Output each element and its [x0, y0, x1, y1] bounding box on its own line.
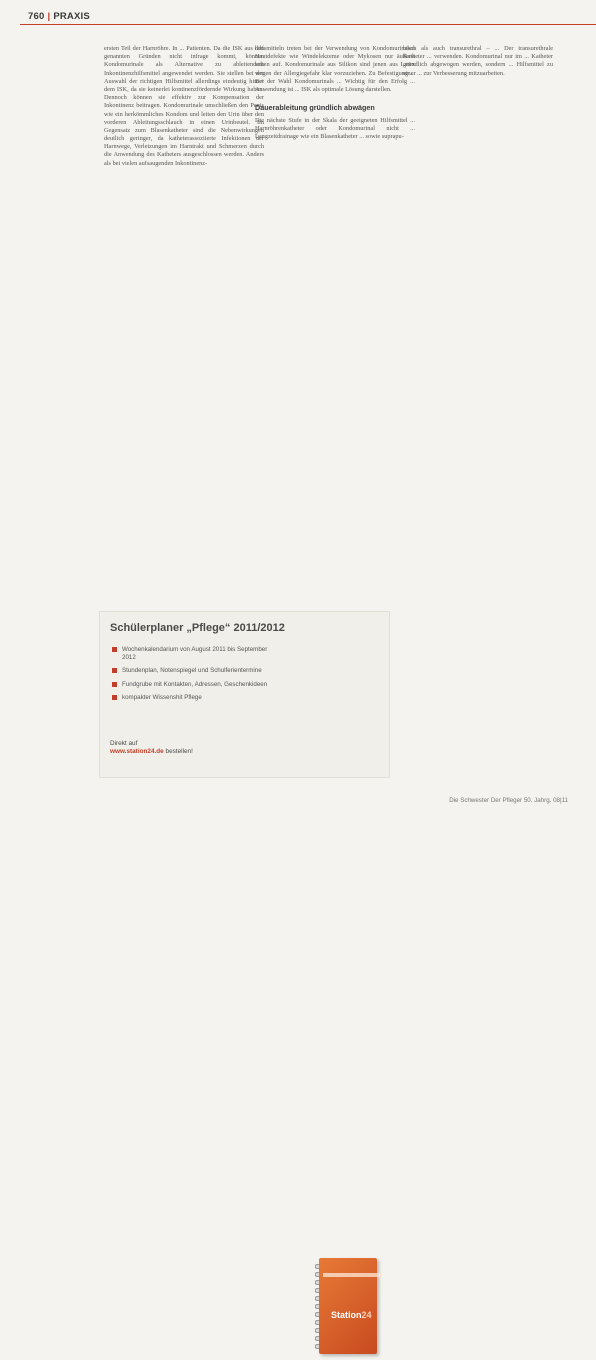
- column-2-text-b: Die nächste Stufe in der Skala der geeigneten Hilfsmittel ... Harnröhrenkatheter oder Kondomurinal nicht ... Langzeitdrainage wie ein Blasenkatheter ... sowie suprapu-: [255, 116, 415, 140]
- ad-feature-item: [110, 694, 280, 702]
- ad-buy-line: Direkt auf: [110, 740, 138, 747]
- text-column-2: [255, 45, 415, 141]
- ad-feature-item: [110, 681, 280, 689]
- ad-title: Schülerplaner „Pflege“ 2011/2012: [110, 622, 285, 634]
- header-separator: |: [47, 10, 51, 22]
- header-rule: [20, 24, 596, 25]
- advertisement-box: [99, 611, 390, 1320]
- square-bullet-icon: [112, 682, 117, 687]
- ad-url-link[interactable]: www.station24.de: [110, 748, 164, 755]
- column-2-text-a: hilfsmitteln treten bei der Verwendung von Kondomurinalen Hautdefekte wie Windelekzeme oder Mykosen nur äußerst selten auf. Kondomurinale aus Silikon sind jenen aus Latex wegen der Allergiegefahr klar vorzuziehen. Zu Befestigung ... Bei der Wahl Kondomurinals ... Wichtig für den Erfolg ... Anwendung ist ... ISK als optimale Lösung darstellen.: [255, 45, 415, 93]
- square-bullet-icon: [112, 647, 117, 652]
- ad-feature-item: [110, 667, 280, 675]
- ad-feature-text: Wochenkalendarium von August 2011 bis September 2012: [122, 646, 268, 661]
- ad-feature-text: Fundgrube mit Kontakten, Adressen, Geschenkideen: [122, 680, 268, 688]
- ad-feature-text: kompakter Wissenshit Pflege: [122, 694, 202, 702]
- ad-feature-item: [110, 646, 280, 661]
- page-number: 760: [28, 10, 45, 22]
- section-label: PRAXIS: [53, 10, 90, 22]
- ad-feature-text: Stundenplan, Notenspiegel und Schulferientermine: [122, 667, 262, 675]
- page-header: [28, 9, 90, 23]
- column-3-text: bisch als auch transurethral – ... Der transurethrale Katheter ... verwenden. Kondomurinal nur im ... Katheter gründlich abgewogen werden, sondern ... Hilfsmittel zu einer ... zur Verbesserung mitzuarbeiten.: [403, 45, 553, 77]
- section-subheading: Dauerableitung gründlich abwägen: [255, 103, 375, 113]
- square-bullet-icon: [112, 695, 117, 700]
- page-footer: Die Schwester Der Pfleger 50. Jahrg. 08|11: [449, 797, 568, 804]
- planner-cover: [319, 1258, 377, 1354]
- ad-url-suffix: bestellen!: [165, 748, 193, 755]
- text-column-3: [403, 45, 553, 78]
- ad-order-text: [110, 740, 193, 756]
- text-column-1: [104, 45, 264, 168]
- column-1-text: ersten Teil der Harnröhre. In ... Patienten. Da die ISK aus den genannten Gründen nicht infrage kommt, können Kondomurinale als Alternative zu ableitendem Inkontinenzhilfsmittel angewendet werden. Sie stellen bei der Auswahl der richtigen Hilfsmittel allerdings eindeutig hinter dem ISK, da sie keinerlei kontinenzfördernde Wirkung haben. Dennoch können sie effektiv zur Kompensation der Inkontinenz beitragen. Kondomurinale umschließen den Penis wie ein herkömmliches Kondom und leiten den Urin über den vorderen Ableitungsschlauch in einen Urinbeutel. Im Gegensatz zum Blasenkatheter sind die Nebenwirkungen deutlich geringer, da katheterassoziierte Infektionen der Harnwege, Verletzungen im Harntrakt und Schmerzen durch die Anwendung des Katheters ausgeschlossen werden. Anders als bei vielen aufsaugenden Inkontinenz-: [104, 45, 264, 167]
- square-bullet-icon: [112, 668, 117, 673]
- planner-book-image: [315, 1256, 383, 1360]
- cover-band: [323, 1273, 381, 1277]
- ad-feature-list: [110, 646, 280, 708]
- station24-logo: Station24: [331, 1310, 372, 1320]
